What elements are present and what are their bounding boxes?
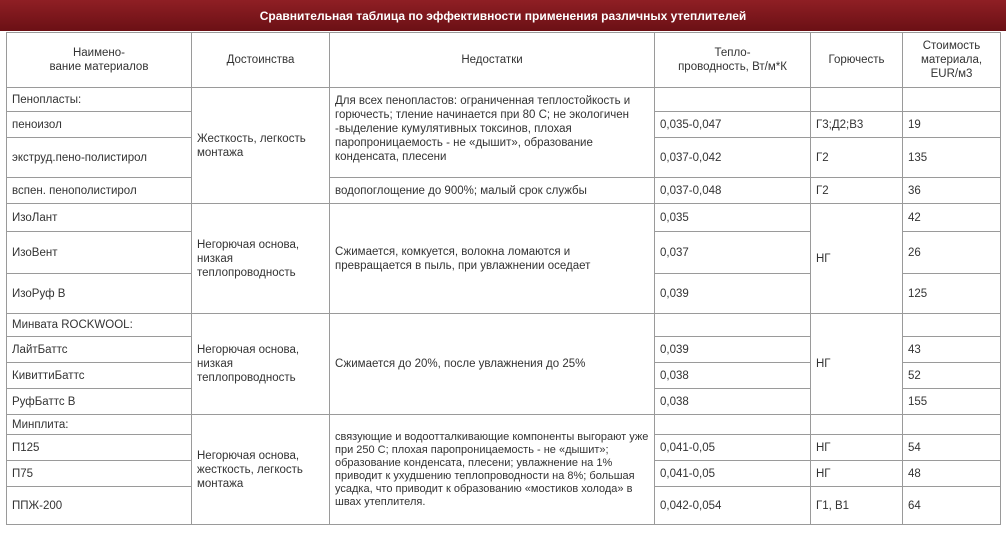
disadvantages-cell: водопоглощение до 900%; малый срок службы bbox=[330, 178, 655, 204]
material-name: ИзоЛант bbox=[7, 204, 192, 232]
conductivity-value: 0,038 bbox=[655, 389, 811, 415]
cost-value: 19 bbox=[903, 112, 1001, 138]
cost-value: 52 bbox=[903, 363, 1001, 389]
cost-value: 54 bbox=[903, 435, 1001, 461]
cost-value: 135 bbox=[903, 138, 1001, 178]
empty-cell bbox=[655, 415, 811, 435]
flammability-value: Г2 bbox=[811, 178, 903, 204]
header-conductivity: Тепло- проводность, Вт/м*К bbox=[655, 33, 811, 88]
header-row bbox=[7, 33, 1001, 88]
cost-value: 36 bbox=[903, 178, 1001, 204]
conductivity-value: 0,035-0,047 bbox=[655, 112, 811, 138]
empty-cell bbox=[903, 88, 1001, 112]
advantages-cell: Негорючая основа, низкая теплопроводность bbox=[192, 314, 330, 415]
header-advantages: Достоинства bbox=[192, 33, 330, 88]
group-label: Минплита: bbox=[7, 415, 192, 435]
conductivity-value: 0,037 bbox=[655, 232, 811, 274]
material-name: пеноизол bbox=[7, 112, 192, 138]
conductivity-value: 0,041-0,05 bbox=[655, 461, 811, 487]
cost-value: 43 bbox=[903, 337, 1001, 363]
table-title: Сравнительная таблица по эффективности применения различных утеплителей bbox=[0, 0, 1006, 31]
material-name: КивиттиБаттс bbox=[7, 363, 192, 389]
cost-value: 64 bbox=[903, 487, 1001, 525]
disadvantages-cell: связующие и водоотталкивающие компоненты выгорают уже при 250 С; плохая паропроницаемость - не «дышит»; образование конденсата, плесени; увлажнение на 1% приводит к ухудшению теплопроводности на 8%; большая усадка, что приводит к образованию «мостиков холода» в швах утеплителя. bbox=[330, 415, 655, 525]
conductivity-value: 0,038 bbox=[655, 363, 811, 389]
empty-cell bbox=[655, 314, 811, 337]
material-name: РуфБаттс В bbox=[7, 389, 192, 415]
conductivity-value: 0,037-0,048 bbox=[655, 178, 811, 204]
material-name: ИзоРуф В bbox=[7, 274, 192, 314]
cost-value: 125 bbox=[903, 274, 1001, 314]
empty-cell bbox=[811, 88, 903, 112]
disadvantages-cell: Сжимается до 20%, после увлажнения до 25% bbox=[330, 314, 655, 415]
material-name: ЛайтБаттс bbox=[7, 337, 192, 363]
disadvantages-cell: Сжимается, комкуется, волокна ломаются и превращается в пыль, при увлажнении оседает bbox=[330, 204, 655, 314]
cost-value: 155 bbox=[903, 389, 1001, 415]
material-name: ИзоВент bbox=[7, 232, 192, 274]
empty-cell bbox=[811, 415, 903, 435]
cost-value: 26 bbox=[903, 232, 1001, 274]
group-label: Минвата ROCKWOOL: bbox=[7, 314, 192, 337]
conductivity-value: 0,039 bbox=[655, 337, 811, 363]
cost-value: 48 bbox=[903, 461, 1001, 487]
flammability-value: Г2 bbox=[811, 138, 903, 178]
flammability-value: Г1, В1 bbox=[811, 487, 903, 525]
group-label-row bbox=[7, 415, 1001, 435]
conductivity-value: 0,039 bbox=[655, 274, 811, 314]
conductivity-value: 0,037-0,042 bbox=[655, 138, 811, 178]
table-row bbox=[7, 178, 1001, 204]
empty-cell bbox=[903, 314, 1001, 337]
flammability-value: НГ bbox=[811, 461, 903, 487]
advantages-cell: Негорючая основа, низкая теплопроводность bbox=[192, 204, 330, 314]
comparison-table bbox=[6, 32, 1001, 525]
empty-cell bbox=[903, 415, 1001, 435]
flammability-value: НГ bbox=[811, 435, 903, 461]
advantages-cell: Жесткость, легкость монтажа bbox=[192, 88, 330, 204]
material-name: П125 bbox=[7, 435, 192, 461]
header-flammability: Горючесть bbox=[811, 33, 903, 88]
material-name: П75 bbox=[7, 461, 192, 487]
conductivity-value: 0,042-0,054 bbox=[655, 487, 811, 525]
cost-value: 42 bbox=[903, 204, 1001, 232]
conductivity-value: 0,041-0,05 bbox=[655, 435, 811, 461]
group-label-row bbox=[7, 88, 1001, 112]
flammability-value: Г3;Д2;В3 bbox=[811, 112, 903, 138]
header-disadvantages: Недостатки bbox=[330, 33, 655, 88]
group-label: Пенопласты: bbox=[7, 88, 192, 112]
material-name: вспен. пенополистирол bbox=[7, 178, 192, 204]
material-name: ППЖ-200 bbox=[7, 487, 192, 525]
advantages-cell: Негорючая основа, жесткость, легкость монтажа bbox=[192, 415, 330, 525]
table-row bbox=[7, 204, 1001, 232]
header-cost: Стоимость материала, EUR/м3 bbox=[903, 33, 1001, 88]
header-name: Наимено- вание материалов bbox=[7, 33, 192, 88]
material-name: экструд.пено-полистирол bbox=[7, 138, 192, 178]
group-label-row bbox=[7, 314, 1001, 337]
flammability-value: НГ bbox=[811, 314, 903, 415]
empty-cell bbox=[655, 88, 811, 112]
disadvantages-cell: Для всех пенопластов: ограниченная теплостойкость и горючесть; тление начинается при 80 С; не экологичен -выделение кумулятивных токсинов, плохая паропроницаемость - не «дышит», образование конденсата, плесени bbox=[330, 88, 655, 178]
conductivity-value: 0,035 bbox=[655, 204, 811, 232]
flammability-value: НГ bbox=[811, 204, 903, 314]
